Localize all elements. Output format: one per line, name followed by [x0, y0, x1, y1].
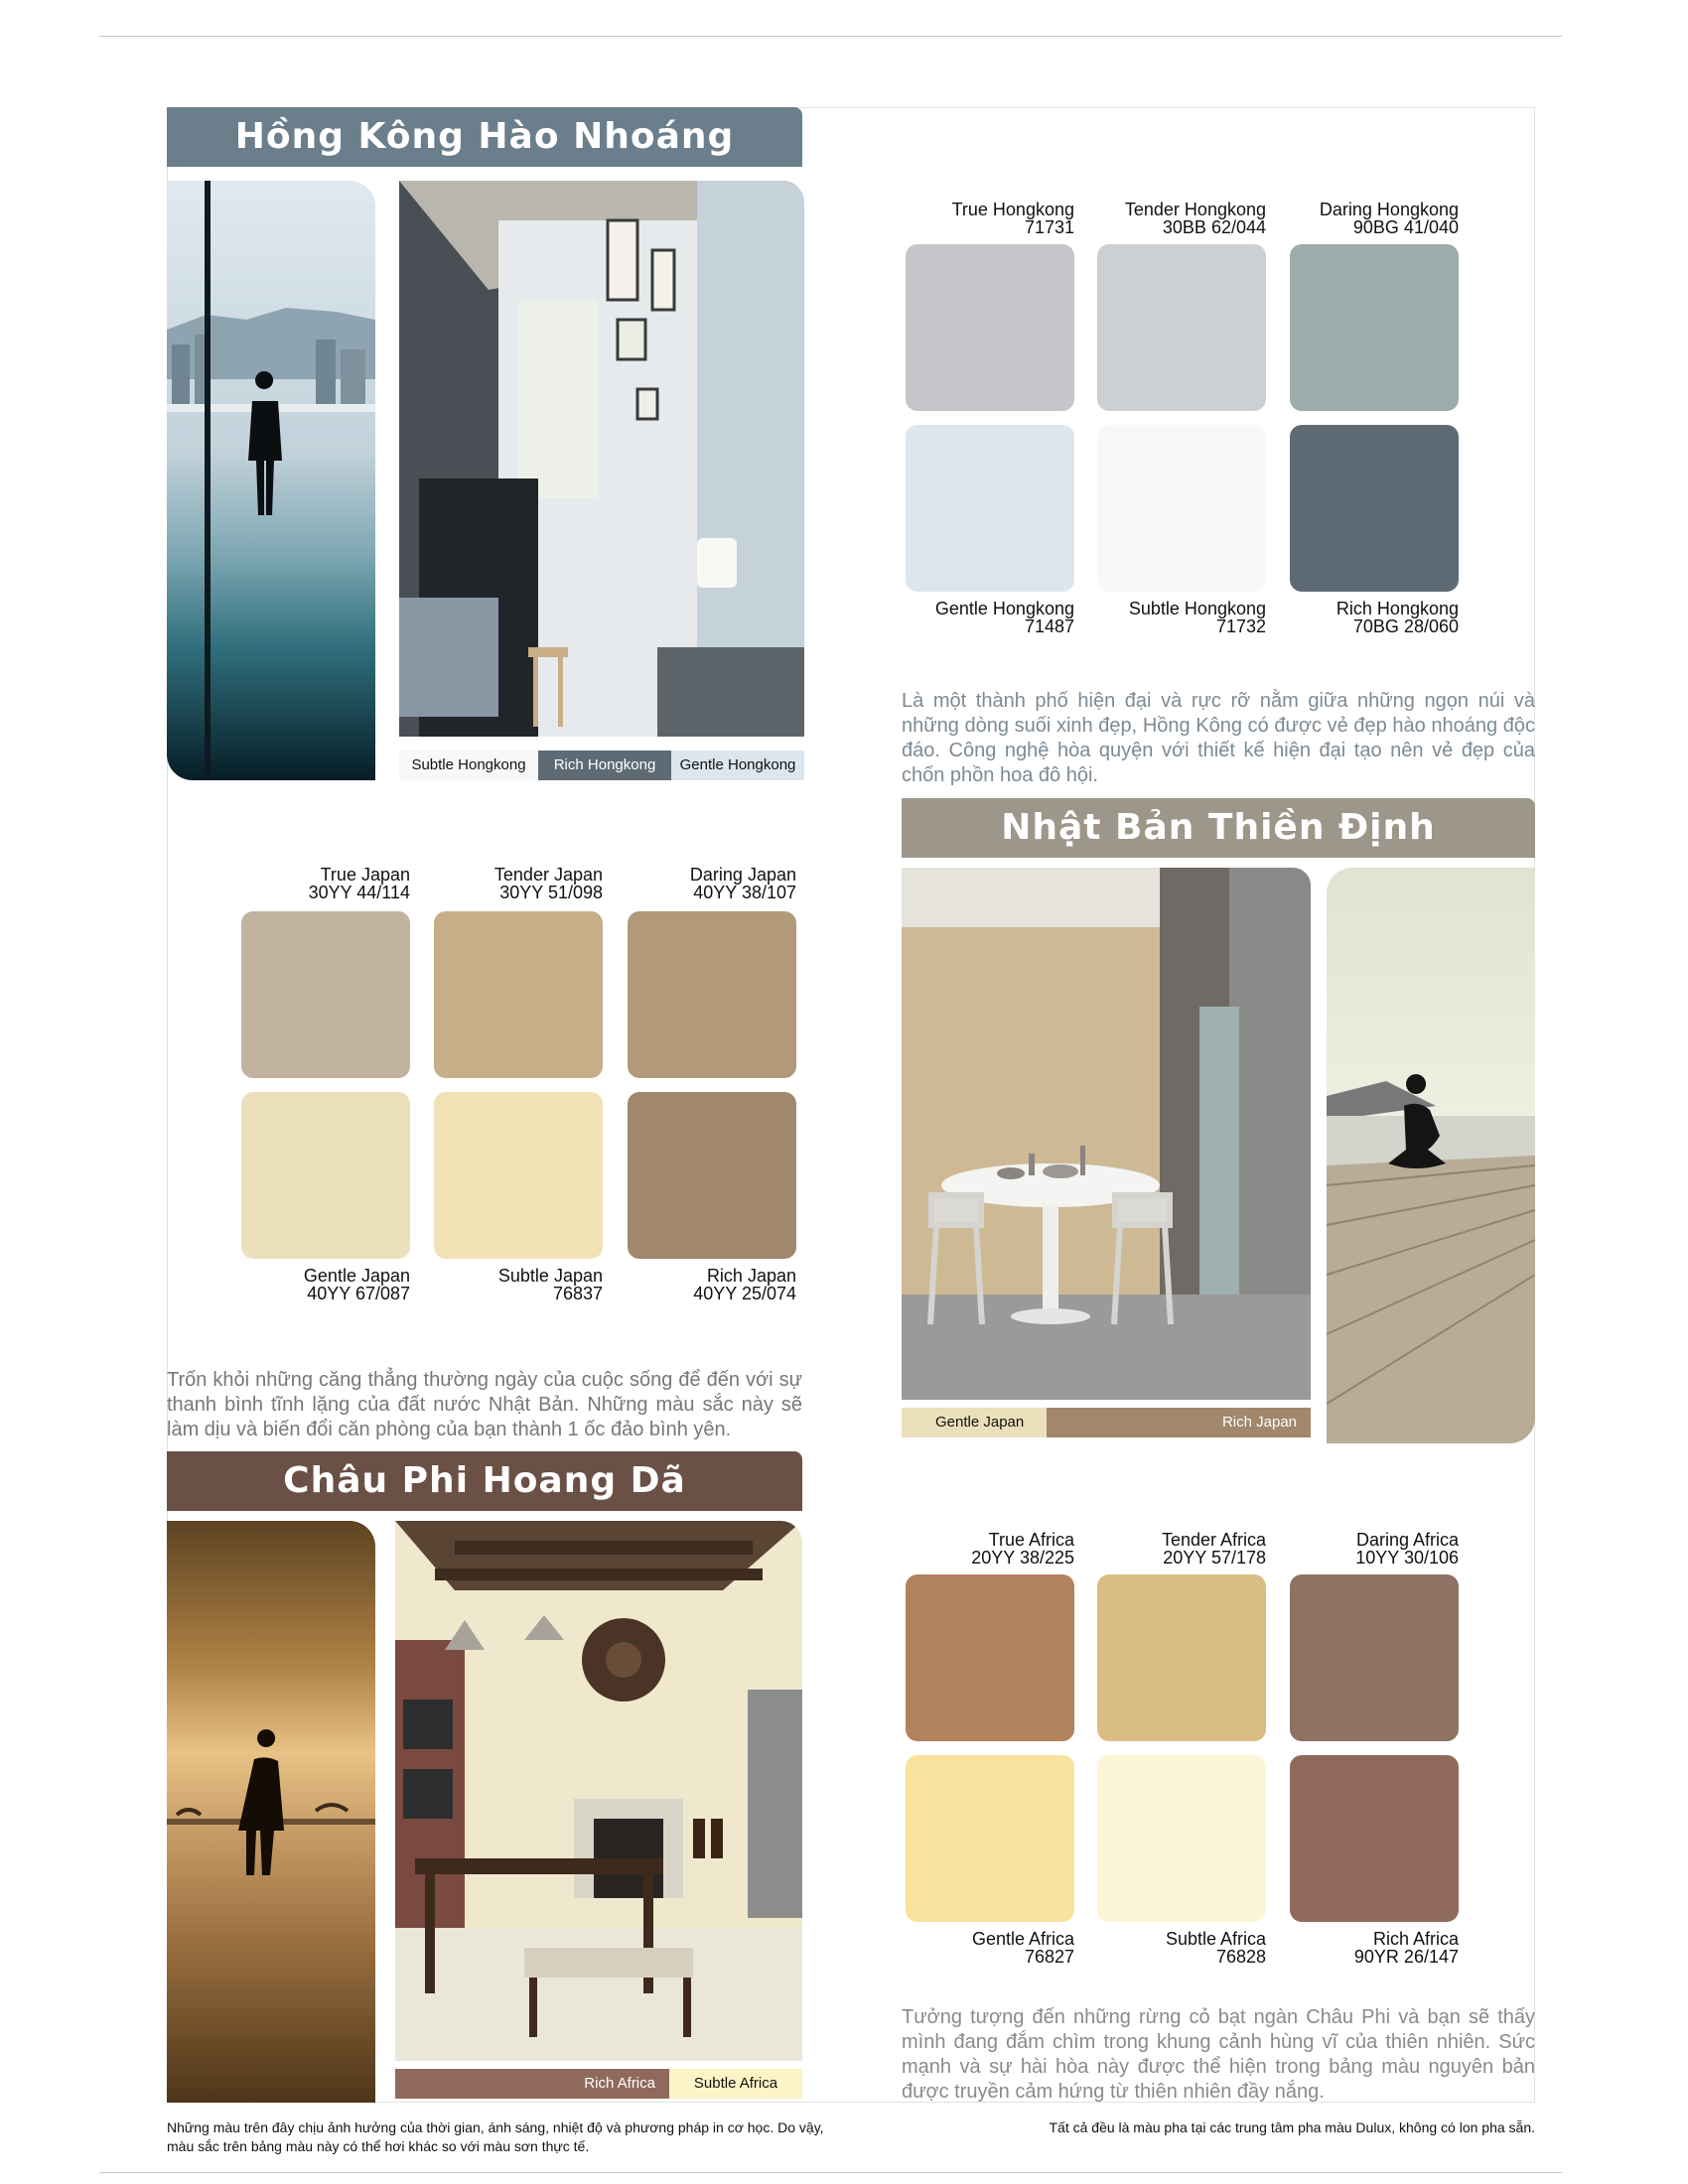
- swatch-label: Gentle Japan 40YY 67/087: [303, 1266, 410, 1303]
- bottom-rule: [99, 2172, 1562, 2173]
- swatch-gentle-hongkong: [906, 425, 1074, 592]
- swatch-label: Rich Africa 90YR 26/147: [1353, 1929, 1459, 1967]
- swatch-label: Subtle Africa 76828: [1165, 1929, 1266, 1967]
- swatch-label: Tender Hongkong 30BB 62/044: [1124, 200, 1266, 237]
- swatch-subtle-africa: [1097, 1755, 1266, 1922]
- africa-savanna-photo: [167, 1521, 375, 2103]
- swatch-label: True Hongkong 71731: [951, 200, 1074, 237]
- swatch-rich-japan: [628, 1092, 796, 1259]
- swatch-label: Rich Hongkong 70BG 28/060: [1336, 599, 1459, 636]
- hongkong-chip-subtle: Subtle Hongkong: [399, 751, 538, 780]
- swatch-subtle-japan: [434, 1092, 603, 1259]
- hongkong-title: Hồng Kông Hào Nhoáng: [234, 116, 735, 157]
- swatch-label: Daring Hongkong 90BG 41/040: [1319, 200, 1459, 237]
- japan-chip-rich: Rich Japan: [1047, 1408, 1311, 1437]
- swatch-daring-japan: [628, 911, 796, 1078]
- swatch-gentle-japan: [241, 1092, 410, 1259]
- africa-kitchen-photo: [395, 1521, 802, 2061]
- africa-title-band: [167, 1451, 802, 1511]
- japan-description: Trốn khỏi những căng thẳng thường ngày của cuộc sống để đến với sự thanh bình tĩnh lặng của đất nước Nhật Bản. Những màu sắc này sẽ làm dịu và biến đổi căn phòng của bạn thành 1 ốc đảo bình yên.: [167, 1369, 802, 1440]
- hongkong-interior-photo: [399, 181, 804, 737]
- africa-chip-subtle: Subtle Africa: [669, 2069, 802, 2099]
- swatch-label: Gentle Hongkong 71487: [934, 599, 1074, 636]
- swatch-subtle-hongkong: [1097, 425, 1266, 592]
- swatch-label: Daring Africa 10YY 30/106: [1355, 1530, 1459, 1568]
- swatch-label: Gentle Africa 76827: [971, 1929, 1074, 1967]
- top-rule: [99, 36, 1562, 37]
- swatch-label: Tender Africa 20YY 57/178: [1161, 1530, 1266, 1568]
- hongkong-chip-gentle: Gentle Hongkong: [671, 751, 804, 780]
- japan-title: Nhật Bản Thiền Định: [1001, 807, 1436, 848]
- hongkong-description: Là một thành phố hiện đại và rực rỡ nằm giữa những ngọn núi và những dòng suối xinh đẹp, Hồng Kông có được vẻ đẹp hào nhoáng độc đáo. Công nghệ hòa quyện với thiết kế hiện đại tạo nên vẻ đẹp của chốn phồn hoa đô hội.: [902, 690, 1535, 786]
- swatch-daring-africa: [1290, 1574, 1459, 1741]
- swatch-label: True Japan 30YY 44/114: [308, 865, 410, 902]
- africa-description: Tưởng tượng đến những rừng cỏ bạt ngàn Châu Phi và bạn sẽ thấy mình đang đắm chìm trong khung cảnh hùng vĩ của thiên nhiên. Sức mạnh và sự hài hòa này được thể hiện trong bảng màu nguyên bản được truyền cảm hứng từ thiên nhiên đầy nắng.: [902, 2006, 1535, 2103]
- swatch-label: Tender Japan 30YY 51/098: [493, 865, 603, 902]
- footer-disclaimer-left: Những màu trên đây chịu ảnh hưởng của thời gian, ánh sáng, nhiệt độ và phương pháp in cơ học. Do vậy, màu sắc trên bảng màu này có thể hơi khác so với màu sơn thực tế.: [167, 2119, 824, 2154]
- swatch-label: Subtle Hongkong 71732: [1128, 599, 1266, 636]
- hongkong-title-band: [167, 107, 802, 167]
- japan-title-band: [902, 798, 1535, 858]
- japan-chip-gentle: Gentle Japan: [902, 1408, 1047, 1437]
- africa-chip-rich: Rich Africa: [395, 2069, 669, 2099]
- africa-title: Châu Phi Hoang Dã: [283, 1460, 686, 1501]
- swatch-rich-hongkong: [1290, 425, 1459, 592]
- swatch-label: Rich Japan 40YY 25/074: [693, 1266, 796, 1303]
- swatch-tender-africa: [1097, 1574, 1266, 1741]
- swatch-tender-japan: [434, 911, 603, 1078]
- swatch-label: Subtle Japan 76837: [497, 1266, 603, 1303]
- swatch-true-japan: [241, 911, 410, 1078]
- swatch-label: True Africa 20YY 38/225: [971, 1530, 1074, 1568]
- japan-dining-photo: [902, 868, 1311, 1400]
- swatch-rich-africa: [1290, 1755, 1459, 1922]
- swatch-daring-hongkong: [1290, 244, 1459, 411]
- hongkong-chip-rich: Rich Hongkong: [538, 751, 671, 780]
- japan-meditation-photo: [1327, 868, 1535, 1443]
- hongkong-city-photo: [167, 181, 375, 780]
- swatch-tender-hongkong: [1097, 244, 1266, 411]
- footer-disclaimer-right: Tất cả đều là màu pha tại các trung tâm pha màu Dulux, không có lon pha sẵn.: [1049, 2119, 1535, 2135]
- swatch-true-hongkong: [906, 244, 1074, 411]
- swatch-label: Daring Japan 40YY 38/107: [689, 865, 796, 902]
- swatch-gentle-africa: [906, 1755, 1074, 1922]
- swatch-true-africa: [906, 1574, 1074, 1741]
